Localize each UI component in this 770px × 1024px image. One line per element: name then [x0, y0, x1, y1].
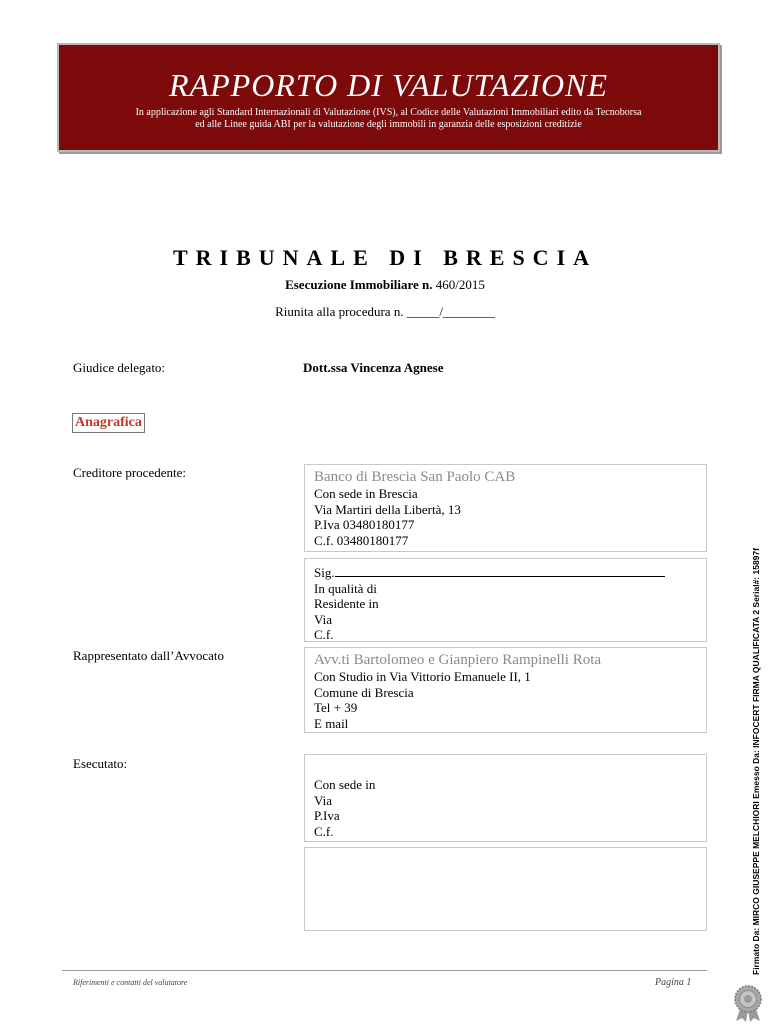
- creditor-line: C.f. 03480180177: [314, 532, 409, 548]
- lawyer-line: E mail: [314, 715, 349, 731]
- title-banner: [57, 43, 720, 152]
- footer-divider: [62, 970, 707, 971]
- empty-box: [304, 847, 707, 931]
- banner-subtitle-line-2: ed alle Linee guida ABI per la valutazione degli immobili in garanzia delle esposizioni creditizie: [195, 119, 582, 130]
- debtor-line: P.Iva: [314, 808, 340, 823]
- creditor-line: Via Martiri della Libertà, 13: [314, 501, 461, 517]
- section-title-anagrafica: Anagrafica: [72, 413, 145, 433]
- report-title: RAPPORTO DI VALUTAZIONE: [169, 67, 608, 103]
- sig-underline: [335, 565, 665, 577]
- banner-subtitle: [59, 107, 718, 131]
- execution-number: [0, 277, 770, 293]
- lawyer-name: Avv.ti Bartolomeo e Gianpiero Rampinelli Rota: [314, 652, 602, 668]
- person-line: Via: [314, 611, 332, 627]
- creditor-line: Con sede in Brescia: [314, 486, 418, 501]
- debtor-line: Via: [314, 792, 332, 808]
- page-number: Pagina 1: [655, 977, 692, 988]
- sig-label: Sig.: [314, 565, 335, 580]
- lawyer-label: Rappresentato dall’Avvocato: [73, 648, 225, 663]
- footer-left-text: Riferimenti e contatti del valutatore: [73, 978, 188, 987]
- digital-signature-stamp: Firmato Da: MIRCO GIUSEPPE MELCHIORI Emesso Da: INFOCERT FIRMA QUALIFICATA 2 Serial#: 15897f: [751, 548, 761, 975]
- creditor-label: Creditore procedente:: [73, 465, 186, 480]
- creditor-box: [304, 464, 707, 552]
- lawyer-line: Tel + 39: [314, 700, 358, 715]
- execution-value: 460/2015: [435, 277, 485, 292]
- sig-row: [314, 565, 697, 581]
- lawyer-box: [304, 647, 707, 733]
- court-name: TRIBUNALE DI BRESCIA: [172, 245, 598, 270]
- banner-subtitle-line-1: In applicazione agli Standard Internazionali di Valutazione (IVS), al Codice delle Valutazioni Immobiliari edito da Tecnoborsa: [135, 107, 642, 118]
- debtor-line: Con sede in: [314, 777, 376, 792]
- debtor-label: Esecutato:: [73, 756, 128, 771]
- creditor-name: Banco di Brescia San Paolo CAB: [314, 469, 516, 485]
- lawyer-line: Con Studio in Via Vittorio Emanuele II, 1: [314, 669, 531, 684]
- person-line: Residente in: [314, 596, 379, 611]
- creditor-line: P.Iva 03480180177: [314, 517, 415, 532]
- judge-value: Dott.ssa Vincenza Agnese: [303, 360, 444, 375]
- debtor-box: [304, 754, 707, 842]
- execution-label: Esecuzione Immobiliare n.: [285, 277, 433, 292]
- judge-label: Giudice delegato:: [73, 360, 166, 375]
- person-line: C.f.: [314, 627, 334, 642]
- person-box: [304, 558, 707, 642]
- riunita-line: Riunita alla procedura n. _____/________: [275, 304, 495, 319]
- lawyer-line: Comune di Brescia: [314, 684, 414, 700]
- person-line: In qualità di: [314, 580, 377, 596]
- certification-seal-icon: [732, 984, 764, 1022]
- debtor-line: C.f.: [314, 823, 334, 839]
